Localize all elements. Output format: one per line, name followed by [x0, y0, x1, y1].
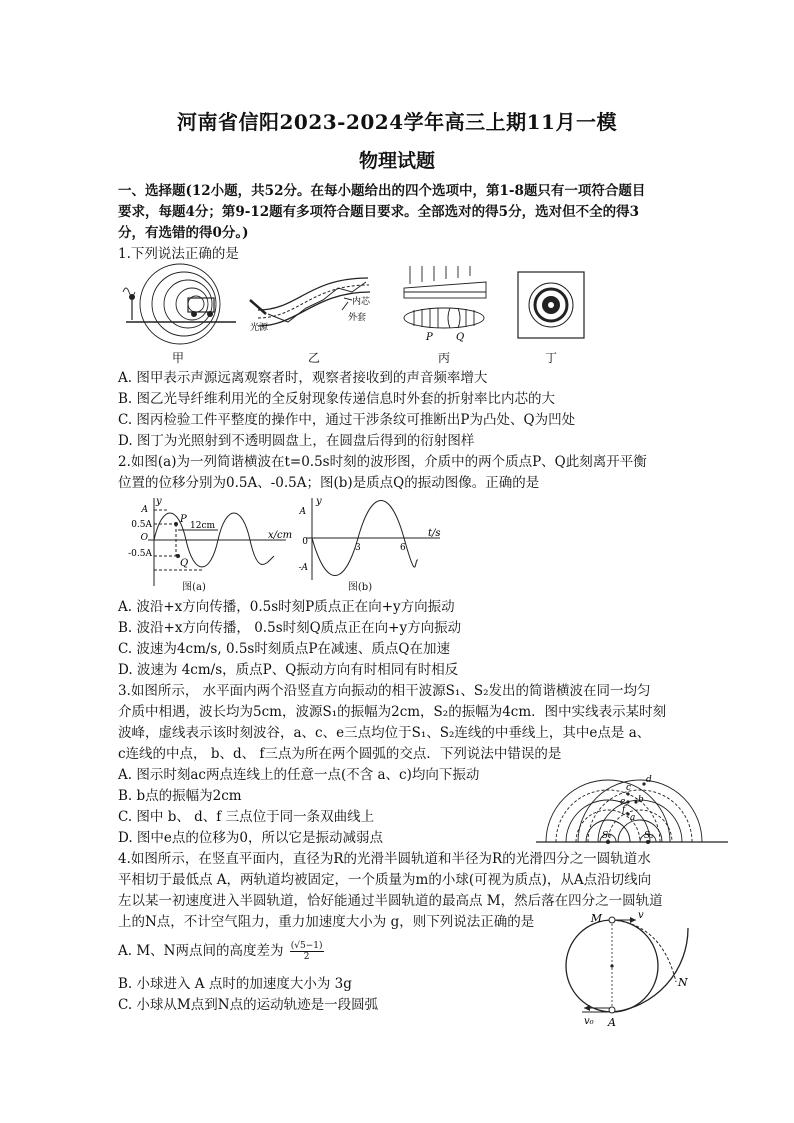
q1-caption-yi: 乙 — [307, 351, 320, 365]
q3-stem-line-4: c连线的中点， b、d、 f三点为所在两个圆弧的交点．下列说法中错误的是 — [118, 746, 562, 762]
q2b-x-axis-label: t/s — [428, 528, 441, 539]
q4-fraction-denominator: 2 — [303, 952, 310, 962]
q2-option-b: B. 波沿+x方向传播， 0.5s时刻Q质点正在向+y方向振动 — [118, 620, 462, 636]
q2a-amp-label: A — [141, 505, 148, 515]
q2b-tick-6: 6 — [400, 543, 406, 553]
q2b-y-axis-label: y — [316, 496, 322, 507]
q2-stem-line-1: 2.如图(a)为一列简谐横波在t=0.5s时刻的波形图，介质中的两个质点P、Q此刻离开平衡 — [118, 454, 647, 470]
q4-label-v: v — [638, 910, 644, 921]
q1-caption-bing: 丙 — [437, 351, 450, 365]
q2-caption-b: 图(b) — [347, 582, 373, 593]
q3-stem-line-3: 波峰，虚线表示该时刻波谷，a、c、e三点均位于S₁、S₂连线的中垂线上，其中e点是 a、 — [118, 725, 651, 741]
q1-p-label: P — [426, 332, 433, 343]
q3-option-c: C. 图中 b、 d、f 三点位于同一条双曲线上 — [118, 809, 375, 825]
q3-label-d: d — [646, 775, 652, 785]
q2-option-d: D. 波速为 4cm/s，质点P、Q振动方向有时相同有时相反 — [118, 662, 459, 678]
q2a-x-axis-label: x/cm — [268, 530, 293, 541]
q2-figure-b — [298, 494, 452, 584]
q1-q-label: Q — [456, 332, 465, 343]
q2a-p-label: P — [180, 514, 187, 525]
q4-stem-line-1: 4.如图所示，在竖直平面内，直径为R的光滑半圆轨道和半径为R的光滑四分之一圆轨道水 — [118, 851, 651, 867]
q2b-amp-neg: -A — [298, 563, 308, 573]
q1-caption-jia: 甲 — [171, 351, 184, 365]
q4-fraction-numerator: (√5−1) — [290, 941, 323, 951]
q3-interference-figure — [532, 770, 732, 846]
q1-figure-jia — [118, 262, 238, 346]
q4-option-a-prefix: A. M、N两点间的高度差为 — [118, 943, 284, 959]
q1-option-b: B. 图乙光导纤维利用光的全反射现象传递信息时外套的折射率比内芯的大 — [118, 391, 556, 407]
q3-label-s2: S₂ — [644, 831, 654, 841]
q4-option-a — [118, 941, 324, 962]
q2-option-c: C. 波速为4cm/s, 0.5s时刻质点P在减速、质点Q在加速 — [118, 641, 450, 657]
q1-option-a: A. 图甲表示声源远离观察者时，观察者接收到的声音频率增大 — [118, 370, 488, 386]
q1-inner-core-label: 内芯 — [352, 297, 371, 307]
section-intro-line-2: 要求，每题4分；第9-12题有多项符合题目要求。全部选对的得5分，选对但不全的得3 — [118, 204, 639, 220]
q3-label-a: a — [630, 813, 636, 823]
q4-label-m: M — [590, 912, 602, 925]
q2a-distance-label: 12cm — [190, 521, 216, 531]
q3-label-s1: S₁ — [602, 831, 612, 841]
q4-stem-line-2: 平相切于最低点 A，两轨道均被固定，一个质量为m的小球(可视为质点)，从A点沿切线向 — [118, 872, 652, 888]
q3-stem-line-1: 3.如图所示， 水平面内两个沿竖直方向振动的相干波源S₁、S₂发出的简谐横波在同一均匀 — [118, 683, 651, 699]
q4-stem-line-4: 上的N点，不计空气阻力，重力加速度大小为 g，则下列说法正确的是 — [118, 914, 535, 930]
q3-stem-line-2: 介质中相遇，波长均为5cm，波源S₁的振幅为2cm，S₂的振幅为4cm．图中实线表示某时刻 — [118, 704, 667, 720]
q1-figure-ding — [516, 270, 586, 340]
q3-label-f: f — [622, 805, 626, 815]
exam-title: 河南省信阳2023-2024学年高三上期11月一模 — [177, 110, 617, 134]
q2b-origin: 0 — [302, 537, 308, 547]
q2b-tick-3: 3 — [355, 543, 361, 553]
q1-light-source-label: 光源 — [250, 323, 269, 333]
q4-option-b: B. 小球进入 A 点时的加速度大小为 3g — [118, 976, 352, 992]
q2a-tick-neg: -0.5A — [128, 549, 152, 559]
q3-option-b: B. b点的振幅为2cm — [118, 788, 242, 804]
exam-subtitle: 物理试题 — [358, 150, 435, 172]
q3-option-d: D. 图中e点的位移为0，所以它是振动减弱点 — [118, 830, 384, 846]
q4-label-a: A — [608, 1016, 616, 1029]
q1-figure-yi — [248, 270, 378, 342]
q2a-tick-pos: 0.5A — [131, 520, 152, 530]
q3-label-e: e — [620, 797, 626, 807]
q3-label-c: c — [626, 783, 632, 793]
q1-figure-bing — [398, 262, 490, 342]
q4-option-c: C. 小球从M点到N点的运动轨迹是一段圆弧 — [118, 997, 379, 1013]
q1-option-d: D. 图丁为光照射到不透明圆盘上，在圆盘后得到的衍射图样 — [118, 433, 475, 449]
q4-track-figure — [552, 908, 712, 1028]
q4-option-a-fraction — [290, 941, 324, 962]
q1-stem: 1.下列说法正确的是 — [118, 246, 239, 262]
q2a-q-label: Q — [180, 558, 189, 569]
q1-outer-sheath-label: 外套 — [348, 313, 367, 323]
q2-caption-a: 图(a) — [182, 582, 206, 593]
section-intro-line-1: 一、选择题(12小题，共52分。在每小题给出的四个选项中，第1-8题只有一项符合题目 — [118, 183, 646, 199]
q3-option-a: A. 图示时刻ac两点连线上的任意一点(不含 a、c)均向下振动 — [118, 767, 480, 783]
q2a-y-axis-label: y — [156, 496, 162, 507]
q3-label-b: b — [638, 795, 644, 805]
q4-label-v0: v₀ — [584, 1016, 594, 1027]
q2a-origin: O — [140, 533, 148, 543]
q4-stem-line-3: 左以某一初速度进入半圆轨道，恰好能通过半圆轨道的最高点 M，然后落在四分之一圆轨道 — [118, 893, 663, 909]
q2-stem-line-2: 位置的位移分别为0.5A、-0.5A；图(b)是质点Q的振动图像。正确的是 — [118, 475, 540, 491]
q4-label-n: N — [678, 976, 688, 989]
q1-caption-ding: 丁 — [544, 351, 557, 365]
q2-option-a: A. 波沿+x方向传播，0.5s时刻P质点正在向+y方向振动 — [118, 599, 455, 615]
section-intro-line-3: 分，有选错的得0分。) — [118, 225, 249, 241]
q1-option-c: C. 图丙检验工件平整度的操作中，通过干涉条纹可推断出P为凸处、Q为凹处 — [118, 412, 576, 428]
q2b-amp-pos: A — [299, 507, 306, 517]
